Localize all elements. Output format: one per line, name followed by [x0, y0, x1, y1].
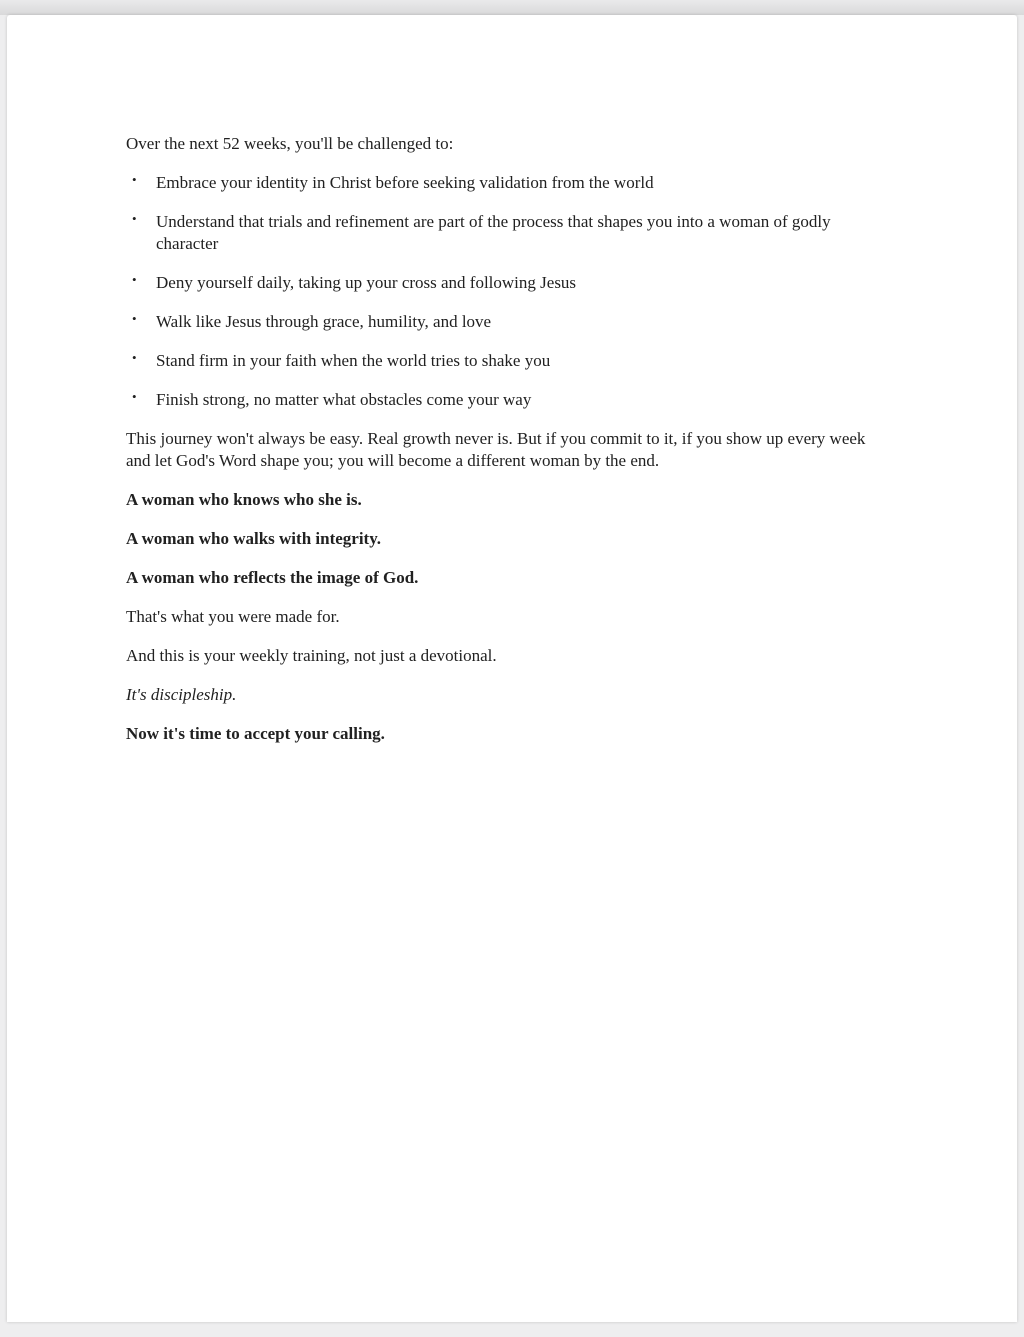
affirmation-line: A woman who reflects the image of God.: [126, 568, 419, 587]
bullet-text: Understand that trials and refinement are part of the process that shapes you into a woman of godly character: [156, 212, 831, 253]
top-shadow-band: [0, 0, 1024, 15]
bullet-icon: •: [132, 272, 137, 287]
bullet-text: Deny yourself daily, taking up your cross and following Jesus: [156, 273, 577, 292]
bullet-text: Embrace your identity in Christ before seeking validation from the world: [156, 173, 654, 192]
affirmation-line: A woman who knows who she is.: [126, 490, 362, 509]
bullet-icon: •: [132, 311, 137, 326]
list-item: [126, 350, 886, 372]
training-line: And this is your weekly training, not just a devotional.: [126, 646, 497, 665]
bullet-icon: •: [132, 389, 137, 404]
list-item: [126, 311, 886, 333]
intro-paragraph: Over the next 52 weeks, you'll be challenged to:: [126, 134, 454, 153]
list-item: [126, 172, 886, 194]
bullet-icon: •: [132, 211, 137, 226]
bullet-icon: •: [132, 350, 137, 365]
affirmation-line: A woman who walks with integrity.: [126, 529, 382, 548]
commitment-paragraph: This journey won't always be easy. Real growth never is. But if you commit to it, if you show up every week and let God's Word shape you; you will become a different woman by the end.: [126, 429, 866, 470]
calling-line: Now it's time to accept your calling.: [126, 724, 385, 743]
document-content: [7, 15, 1017, 745]
challenge-list: [126, 172, 886, 411]
list-item: [126, 389, 886, 411]
document-page: [7, 15, 1017, 1322]
made-for-line: That's what you were made for.: [126, 607, 340, 626]
list-item: [126, 211, 886, 255]
bullet-icon: •: [132, 172, 137, 187]
bullet-text: Finish strong, no matter what obstacles come your way: [156, 390, 532, 409]
bullet-text: Walk like Jesus through grace, humility, and love: [156, 312, 492, 331]
bullet-text: Stand firm in your faith when the world tries to shake you: [156, 351, 551, 370]
discipleship-line: It's discipleship.: [126, 685, 237, 704]
list-item: [126, 272, 886, 294]
